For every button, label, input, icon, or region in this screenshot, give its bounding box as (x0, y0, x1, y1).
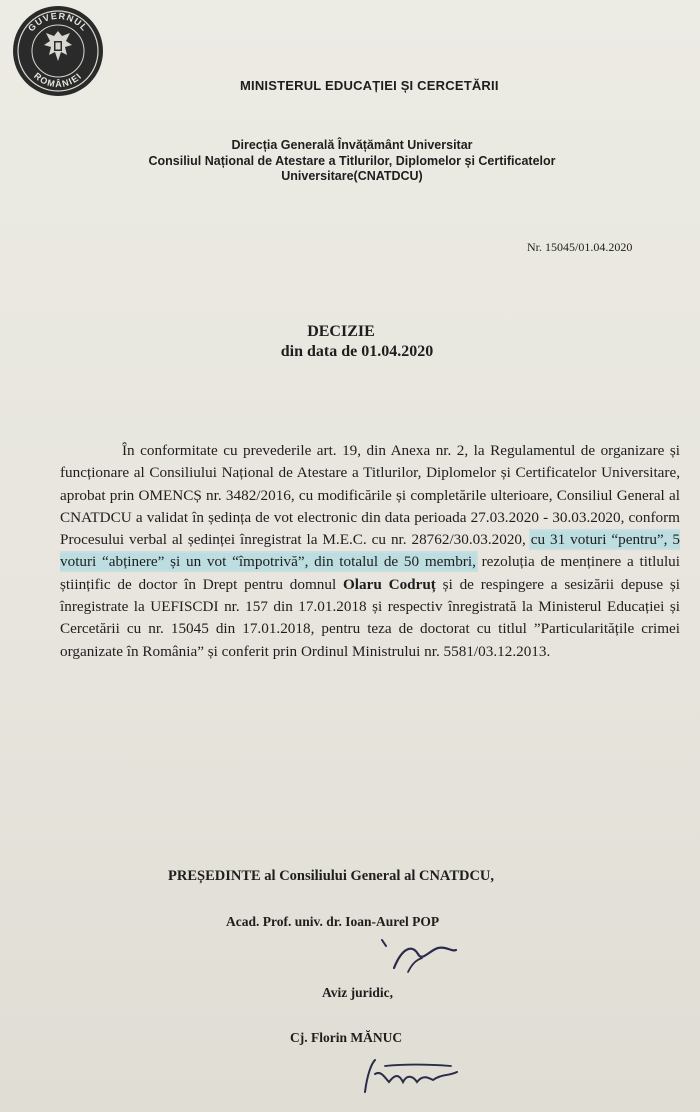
ministry-name: MINISTERUL EDUCAȚIEI ȘI CERCETĂRII (240, 78, 499, 93)
directorate-line: Direcția Generală Învățământ Universitar (231, 138, 473, 152)
president-name: Acad. Prof. univ. dr. Ioan-Aurel POP (226, 914, 440, 929)
person-name: Olaru Codruț (342, 575, 436, 593)
directorate-block (92, 138, 612, 185)
body-text-3: și de respingere a sesizării depuse și înregistrate la UEFISCDI nr. 157 din 17.01.2018 și respectiv înregistrată la Ministerul Educației și Cercetării cu nr. 15045 din 17.01.2018, pentru teza de doctorat cu titlul ”Particularitățile crimei organizate în România” și conferit prin Ordinul Ministrului nr. 5581/03.12.2013. (60, 575, 680, 660)
council-name-line-cont: Universitare(CNATDCU) (281, 169, 423, 183)
title-date: din data de 01.04.2020 (280, 343, 434, 360)
legal-opinion-label: Aviz juridic, (322, 985, 393, 1000)
president-title: PREȘEDINTE al Consiliului General al CNATDCU, (168, 868, 495, 884)
decision-body (60, 440, 680, 663)
council-name-line: Consiliul Național de Atestare a Titlurilor, Diplomelor și Certificatelor (148, 153, 556, 168)
legal-signature-icon (355, 1052, 465, 1100)
vote-highlight: cu 31 voturi “pentru”, 5 voturi “abținere” și un vot “împotrivă”, din totalul de 50 membri, (60, 531, 680, 571)
decision-paragraph (60, 440, 680, 663)
body-text-1: În conformitate cu prevederile art. 19, din Anexa nr. 2, la Regulamentul de organizare și funcționare al Consiliului Național de Atestare a Titlurilor, Diplomelor și Certificatelor Universitare, aprobat prin OMENCȘ nr. 3482/2016, cu modificările și completările ulterioare, Consiliul General al CNATDCU a validat în ședința de vot electronic din data perioada 27.03.2020 - 30.03.2020, conform Procesului verbal al ședinței înregistrat la M.E.C. cu nr. 28762/30.03.2020, (60, 442, 680, 549)
title-heading: DECIZIE (307, 323, 375, 340)
body-text-2: rezoluția de menținere a titlului științific de doctor în Drept pentru domnul (60, 553, 680, 593)
document-title (0, 322, 700, 362)
legal-advisor-name: Cj. Florin MĂNUC (290, 1030, 403, 1045)
svg-text:GUVERNUL: GUVERNUL (26, 10, 90, 34)
government-seal-icon (10, 3, 106, 99)
registration-number: Nr. 15045/01.04.2020 (527, 240, 633, 254)
president-signature-icon (372, 934, 462, 978)
svg-text:ROMÂNIEI: ROMÂNIEI (32, 70, 84, 90)
